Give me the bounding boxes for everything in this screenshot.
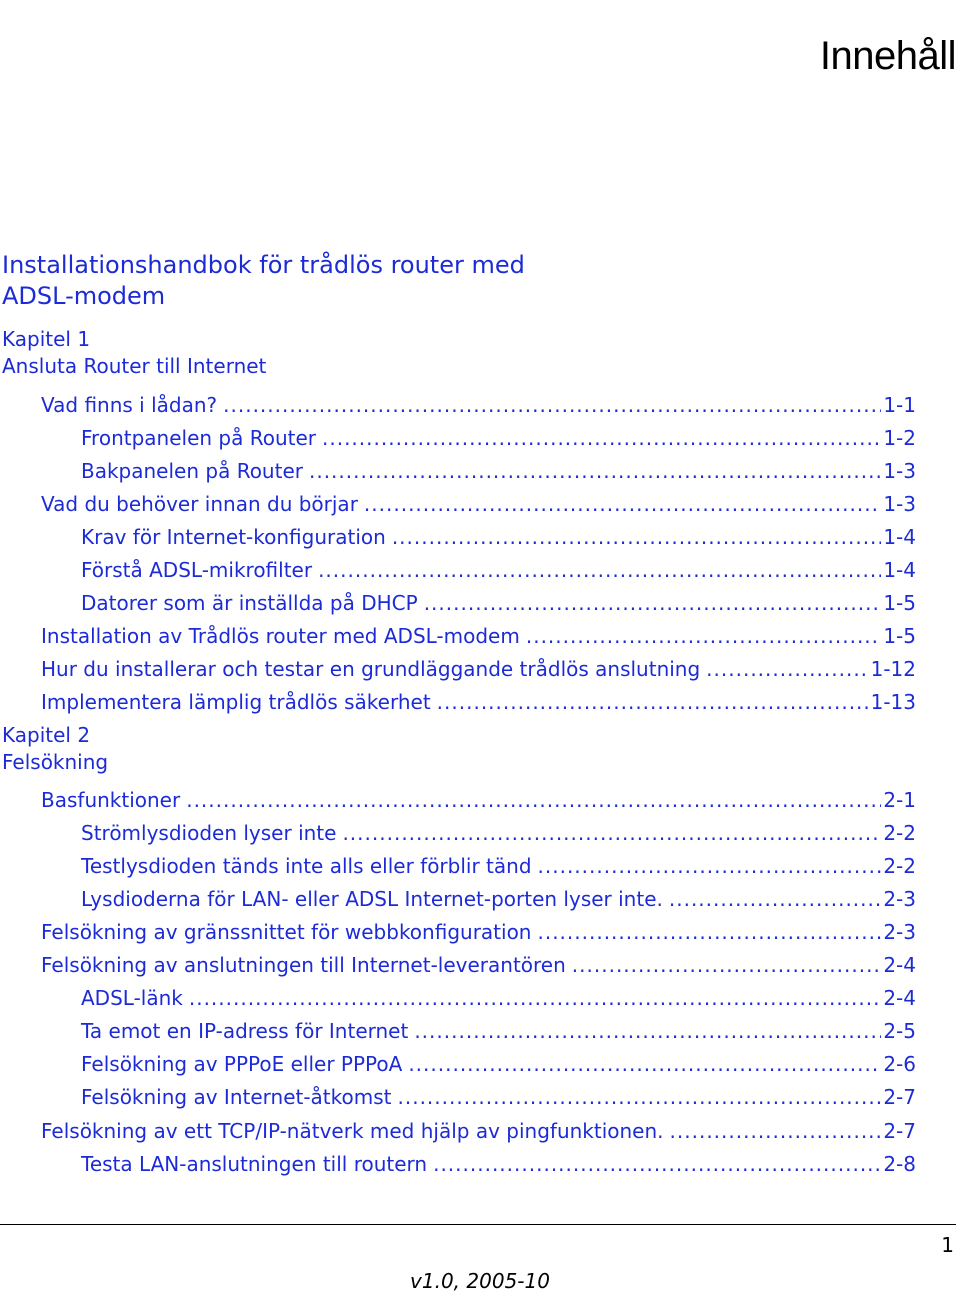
toc-leader-dots: [189, 984, 881, 1012]
toc-entry-label: Ta emot en IP-adress för Internet: [81, 1019, 409, 1043]
toc-entry-page: 2-3: [883, 887, 916, 911]
toc-entry[interactable]: [41, 786, 916, 814]
toc-entry-page: 1-5: [883, 624, 916, 648]
toc-entry-label: Förstå ADSL-mikrofilter: [81, 558, 313, 582]
toc-entry[interactable]: [41, 622, 916, 650]
toc-leader-dots: [414, 1017, 881, 1045]
toc-entry-page: 1-5: [883, 591, 916, 615]
toc-entry-page: 1-3: [883, 492, 916, 516]
toc-entry-label: Vad finns i lådan?: [41, 393, 218, 417]
toc-entry[interactable]: [81, 984, 916, 1012]
toc-entry-page: 2-8: [883, 1152, 916, 1176]
toc-entry-label: Krav för Internet-konfiguration: [81, 525, 386, 549]
toc-entry-label: Frontpanelen på Router: [81, 426, 316, 450]
toc-entry-label: Felsökning av PPPoE eller PPPoA: [81, 1052, 403, 1076]
toc-entry-page: 1-3: [883, 459, 916, 483]
toc-entry-label: Felsökning av Internet-åtkomst: [81, 1085, 392, 1109]
toc-entry[interactable]: [81, 457, 916, 485]
chapter-1-heading[interactable]: [2, 326, 266, 380]
toc-entry-page: 1-4: [883, 558, 916, 582]
toc-entry[interactable]: [41, 918, 916, 946]
toc-entry-label: Testlysdioden tänds inte alls eller förblir tänd: [81, 854, 532, 878]
toc-entry-label: ADSL-länk: [81, 986, 183, 1010]
toc-entry-page: 2-2: [883, 821, 916, 845]
toc-entry-label: Testa LAN-anslutningen till routern: [81, 1152, 428, 1176]
toc-leader-dots: [364, 490, 881, 518]
toc-entry-label: Installation av Trådlös router med ADSL-modem: [41, 624, 520, 648]
toc-entry[interactable]: [81, 1050, 916, 1078]
page-number: 1: [941, 1233, 954, 1257]
toc-leader-dots: [398, 1083, 882, 1111]
toc-entry-label: Implementera lämplig trådlös säkerhet: [41, 690, 431, 714]
toc-entry-page: 1-1: [883, 393, 916, 417]
toc-entry-page: 2-2: [883, 854, 916, 878]
toc-entry[interactable]: [81, 852, 916, 880]
toc-leader-dots: [669, 885, 881, 913]
toc-leader-dots: [706, 655, 868, 683]
toc-leader-dots: [322, 424, 881, 452]
chapter-2-label: Kapitel 2: [2, 723, 91, 747]
toc-leader-dots: [223, 391, 881, 419]
toc-entry-page: 2-7: [883, 1119, 916, 1143]
toc-entry-page: 1-4: [883, 525, 916, 549]
toc-leader-dots: [538, 852, 882, 880]
toc-entry-page: 2-6: [883, 1052, 916, 1076]
toc-leader-dots: [318, 556, 881, 584]
page-title: Innehåll: [819, 34, 956, 78]
toc-entry-label: Felsökning av gränssnittet för webbkonfiguration: [41, 920, 532, 944]
toc-entry-label: Hur du installerar och testar en grundläggande trådlös anslutning: [41, 657, 701, 681]
toc-leader-dots: [670, 1117, 882, 1145]
toc-entry[interactable]: [81, 1083, 916, 1111]
toc-leader-dots: [572, 951, 882, 979]
toc-leader-dots: [433, 1150, 881, 1178]
manual-title[interactable]: [2, 250, 602, 312]
toc-entry[interactable]: [41, 951, 916, 979]
manual-title-line-1: Installationshandbok för trådlös router med: [2, 251, 525, 279]
toc-entry-page: 2-4: [883, 953, 916, 977]
toc-entry-label: Datorer som är inställda på DHCP: [81, 591, 418, 615]
chapter-1-title: Ansluta Router till Internet: [2, 354, 267, 378]
toc-entry[interactable]: [81, 1017, 916, 1045]
toc-leader-dots: [392, 523, 882, 551]
footer-rule: [0, 1224, 956, 1225]
toc-leader-dots: [424, 589, 882, 617]
toc-entry-page: 1-2: [883, 426, 916, 450]
toc-entry[interactable]: [41, 1117, 916, 1145]
version-label: v1.0, 2005-10: [410, 1269, 550, 1293]
toc-entry[interactable]: [81, 556, 916, 584]
toc-entry-label: Bakpanelen på Router: [81, 459, 303, 483]
toc-entry[interactable]: [41, 688, 916, 716]
toc-entry-label: Basfunktioner: [41, 788, 181, 812]
toc-entry[interactable]: [41, 490, 916, 518]
toc-entry-page: 2-4: [883, 986, 916, 1010]
toc-entry-page: 2-5: [883, 1019, 916, 1043]
toc-leader-dots: [537, 918, 881, 946]
toc-leader-dots: [342, 819, 881, 847]
toc-leader-dots: [408, 1050, 881, 1078]
toc-leader-dots: [526, 622, 881, 650]
chapter-2-title: Felsökning: [2, 750, 109, 774]
toc-entry-page: 2-1: [883, 788, 916, 812]
toc-leader-dots: [309, 457, 881, 485]
toc-entry-page: 2-3: [883, 920, 916, 944]
toc-entry[interactable]: [81, 424, 916, 452]
chapter-2-heading[interactable]: [2, 722, 108, 776]
toc-entry[interactable]: [81, 1150, 916, 1178]
toc-leader-dots: [437, 688, 869, 716]
toc-entry-page: 1-12: [870, 657, 916, 681]
chapter-1-label: Kapitel 1: [2, 327, 91, 351]
toc-leader-dots: [186, 786, 881, 814]
toc-entry-page: 2-7: [883, 1085, 916, 1109]
toc-entry[interactable]: [81, 523, 916, 551]
toc-entry-label: Lysdioderna för LAN- eller ADSL Internet-porten lyser inte.: [81, 887, 663, 911]
toc-entry-label: Felsökning av ett TCP/IP-nätverk med hjälp av pingfunktionen.: [41, 1119, 664, 1143]
toc-entry-label: Strömlysdioden lyser inte: [81, 821, 337, 845]
toc-entry[interactable]: [81, 819, 916, 847]
manual-title-line-2: ADSL-modem: [2, 282, 166, 310]
toc-entry[interactable]: [41, 391, 916, 419]
toc-entry-label: Felsökning av anslutningen till Internet-leverantören: [41, 953, 566, 977]
toc-entry-page: 1-13: [870, 690, 916, 714]
toc-entry[interactable]: [41, 655, 916, 683]
toc-entry-label: Vad du behöver innan du börjar: [41, 492, 358, 516]
toc-entry[interactable]: [81, 885, 916, 913]
toc-entry[interactable]: [81, 589, 916, 617]
